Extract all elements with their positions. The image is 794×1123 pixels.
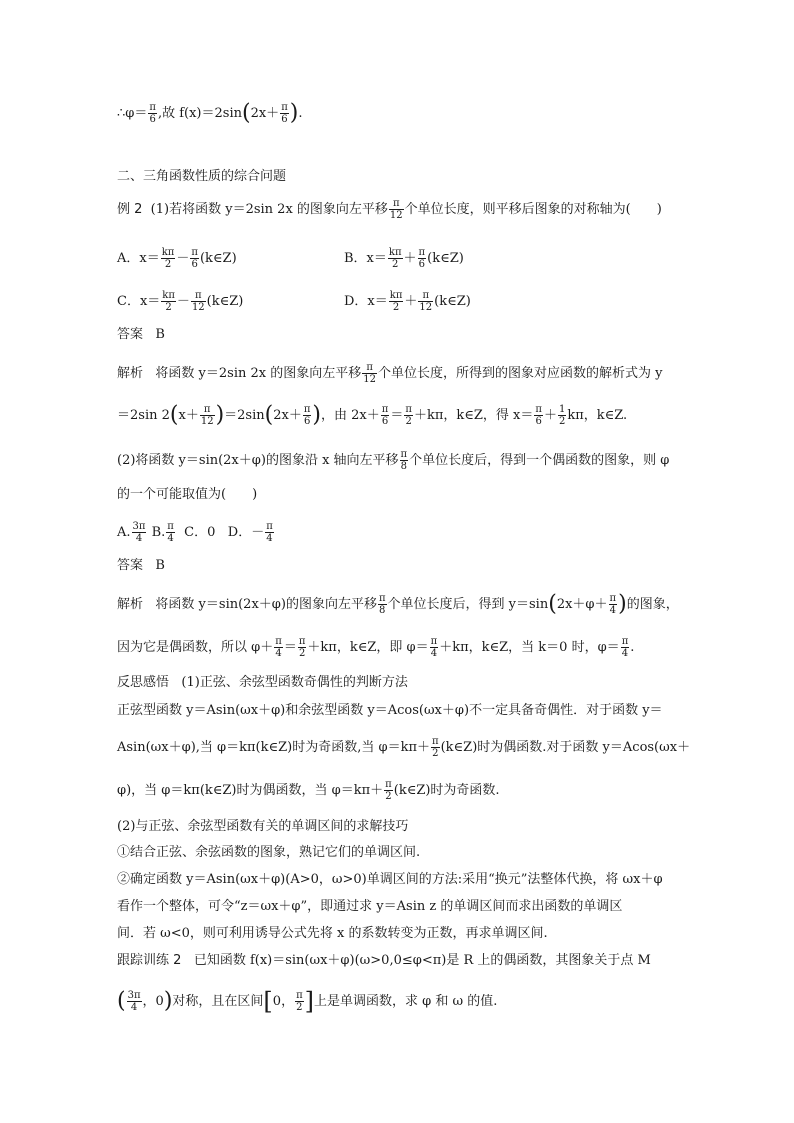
num: kπ <box>162 290 175 301</box>
option-a <box>117 247 237 270</box>
text: ＝2sin 2 <box>117 408 170 423</box>
reflection-point-2-line-1: ②确定函数 y＝Asin(ωx＋φ)(A>0，ω>0)单调区间的方法:采用“换元”法整体代换，将 ωx＋φ <box>117 872 663 887</box>
num: π <box>275 636 282 647</box>
num: π <box>191 290 206 302</box>
example-2-question-1 <box>117 198 662 221</box>
solution-1-line-1 <box>117 362 662 385</box>
text: (1)若将函数 y＝2sin 2x 的图象向左平移 <box>150 202 388 217</box>
answer-label: 答案 <box>117 558 144 573</box>
op: － <box>176 251 190 266</box>
den: 2 <box>385 791 392 802</box>
text: 2x＋ <box>273 408 302 423</box>
text: 因为它是偶函数，所以 φ＋ <box>117 640 274 655</box>
den: 12 <box>200 416 214 427</box>
paren-close: ) <box>618 591 627 617</box>
num: π <box>405 404 412 415</box>
num: 1 <box>558 404 566 415</box>
num: π <box>298 636 306 647</box>
num: kπ <box>161 247 175 258</box>
num: π <box>418 247 426 258</box>
den: 4 <box>621 648 629 659</box>
text: kπ，k∈Z. <box>567 408 628 423</box>
num: π <box>385 779 392 790</box>
solution-label: 解析 <box>117 597 144 612</box>
option-c: C．0 <box>184 525 216 540</box>
fraction <box>191 290 206 313</box>
fraction <box>388 247 403 270</box>
tail: (k∈Z) <box>427 251 464 266</box>
example-label: 例 2 <box>117 202 143 217</box>
paren-open: ( <box>548 591 557 617</box>
text: 个单位长度，则平移后图象的对称轴为( ) <box>404 202 662 217</box>
num: π <box>609 593 617 604</box>
fraction <box>265 521 274 544</box>
fraction <box>431 736 440 759</box>
paren-open: ( <box>241 100 251 126</box>
option-a-label: A. <box>117 525 131 540</box>
bracket-close: ] <box>304 987 315 1016</box>
den: 2 <box>165 302 172 313</box>
num: π <box>389 198 404 210</box>
num: π <box>200 404 215 416</box>
option-b <box>344 247 464 270</box>
fraction <box>558 404 566 427</box>
fraction <box>280 102 289 125</box>
option-b-label: B. <box>151 525 166 540</box>
text: 2x＋φ＋ <box>556 597 608 612</box>
num: π <box>296 990 303 1001</box>
reflection-title-2: (2)与正弦、余弦型函数有关的单调区间的求解技巧 <box>117 819 409 834</box>
den: 2 <box>405 416 412 427</box>
den: 6 <box>191 259 198 270</box>
paren-close: ) <box>312 402 322 428</box>
den: 8 <box>400 461 408 472</box>
fraction <box>418 247 427 270</box>
text: 对称，且在区间 <box>172 994 264 1009</box>
answer-value: B <box>155 558 165 573</box>
fraction <box>400 449 409 472</box>
fraction <box>362 362 377 385</box>
fraction <box>127 990 142 1013</box>
practice-line-2 <box>117 987 498 1016</box>
label: D．x＝ <box>344 294 388 309</box>
paren-open: ( <box>117 988 126 1014</box>
fraction <box>298 636 307 659</box>
den: 6 <box>303 416 311 427</box>
num: π <box>303 404 311 415</box>
text: (k∈Z)时为奇函数. <box>393 783 500 798</box>
fraction <box>378 593 387 616</box>
num: π <box>432 736 439 747</box>
text: ＋kπ，k∈Z，当 k＝0 时，φ＝ <box>439 640 620 655</box>
fraction <box>161 247 176 270</box>
text: 0， <box>272 994 295 1009</box>
den: 6 <box>381 416 389 427</box>
reflection-line-2 <box>117 736 690 759</box>
option-c <box>117 290 243 313</box>
solution-2-line-1 <box>117 593 679 616</box>
answer-value: B <box>155 327 165 342</box>
tail: (k∈Z) <box>199 251 237 266</box>
example-2-question-2 <box>117 449 669 472</box>
text: 2x＋ <box>250 106 280 121</box>
fraction <box>132 521 147 544</box>
text: ,故 f(x)＝2sin <box>157 106 242 121</box>
fraction <box>418 290 433 313</box>
text: 上是单调函数，求 φ 和 ω 的值. <box>314 994 498 1009</box>
den: 2 <box>392 259 399 270</box>
text: 已知函数 f(x)＝sin(ωx＋φ)(ω>0,0≤φ<π)是 R 上的偶函数，其图象关于点 M <box>193 953 651 968</box>
text: (2)将函数 y＝sin(2x＋φ)的图象沿 x 轴向左平移 <box>117 453 399 468</box>
paren-open: ( <box>169 402 179 428</box>
num: π <box>430 636 438 647</box>
den: 12 <box>419 302 433 313</box>
reflection-point-1: ①结合正弦、余弦函数的图象，熟记它们的单调区间. <box>117 845 421 860</box>
den: 6 <box>418 259 426 270</box>
answer-1 <box>117 325 165 345</box>
text: ，0 <box>142 994 164 1009</box>
solution-1-line-2 <box>117 404 627 427</box>
answer-2 <box>117 556 165 576</box>
text: x＋ <box>178 408 199 423</box>
reflection-point-2-line-2: 看作一个整体，可令“z＝ωx＋φ”，即通过求 y＝Asin z 的单调区间而求出函数的单调区 <box>117 899 623 914</box>
fraction <box>190 247 199 270</box>
fraction <box>166 521 175 544</box>
text: ，由 2x＋ <box>321 408 380 423</box>
text: 个单位长度后，得到一个偶函数的图象，则 φ <box>409 453 670 468</box>
den: 6 <box>149 114 156 125</box>
top-formula-line <box>117 102 303 125</box>
num: kπ <box>389 290 403 301</box>
label: C．x＝ <box>117 294 161 309</box>
num: π <box>418 290 433 302</box>
text: ＝ <box>283 640 297 655</box>
fraction <box>609 593 618 616</box>
paren-close: ) <box>215 402 225 428</box>
label: B．x＝ <box>344 251 387 266</box>
tail: (k∈Z) <box>206 294 244 309</box>
den: 2 <box>558 416 566 427</box>
op: ＋ <box>403 251 417 266</box>
num: kπ <box>388 247 402 258</box>
text: ＋kπ，k∈Z，即 φ＝ <box>307 640 429 655</box>
den: 6 <box>281 114 288 125</box>
paren-open: ( <box>264 402 274 428</box>
fraction <box>161 290 176 313</box>
text: Asin(ωx＋φ),当 φ＝kπ(k∈Z)时为奇函数,当 φ＝kπ＋ <box>117 740 431 755</box>
label: A．x＝ <box>117 251 160 266</box>
text: 个单位长度，所得到的图象对应函数的解析式为 y <box>377 366 663 381</box>
den: 2 <box>164 259 172 270</box>
num: π <box>535 404 542 415</box>
reflection-line-3 <box>117 779 500 802</box>
den: 4 <box>167 533 174 544</box>
reflection-heading <box>117 673 408 693</box>
den: 12 <box>191 302 205 313</box>
den: 2 <box>432 748 439 759</box>
fraction <box>404 404 413 427</box>
paren-close: ) <box>289 100 299 126</box>
fraction <box>384 779 393 802</box>
text: ＋kπ，k∈Z，得 x＝ <box>413 408 534 423</box>
num: π <box>378 593 386 604</box>
fraction <box>303 404 312 427</box>
solution-2-line-2 <box>117 636 634 659</box>
num: π <box>621 636 629 647</box>
practice-line-1 <box>117 951 651 971</box>
practice-label: 跟踪训练 2 <box>117 953 182 968</box>
option-d <box>344 290 471 313</box>
den: 4 <box>266 533 273 544</box>
text: . <box>298 106 303 121</box>
text: ＝ <box>390 408 404 423</box>
fraction <box>200 404 215 427</box>
text: ∴φ＝ <box>117 106 148 121</box>
tail: (k∈Z) <box>434 294 471 309</box>
fraction <box>389 290 404 313</box>
option-d-label: D．－ <box>227 525 265 540</box>
question-2-options <box>117 521 275 544</box>
answer-label: 答案 <box>117 327 144 342</box>
text: ＝2sin <box>224 408 265 423</box>
text: ＋ <box>543 408 557 423</box>
num: π <box>191 247 198 258</box>
den: 4 <box>430 648 438 659</box>
text: 的图象， <box>626 597 679 612</box>
fraction <box>381 404 390 427</box>
den: 4 <box>275 648 282 659</box>
den: 8 <box>379 605 386 616</box>
fraction <box>430 636 439 659</box>
fraction <box>148 102 157 125</box>
num: 3π <box>132 521 146 532</box>
reflection-line-1: 正弦型函数 y＝Asin(ωx＋φ)和余弦型函数 y＝Acos(ωx＋φ)不一定具备奇偶性．对于函数 y＝ <box>117 703 663 718</box>
den: 2 <box>298 648 306 659</box>
text: . <box>630 640 635 655</box>
fraction <box>389 198 404 221</box>
text: 将函数 y＝sin(2x＋φ)的图象向左平移 <box>155 597 377 612</box>
den: 4 <box>130 1002 138 1013</box>
example-2-question-2-line-2: 的一个可能取值为( ) <box>117 487 258 502</box>
den: 4 <box>609 605 616 616</box>
text: (k∈Z)时为偶函数.对于函数 y＝Acos(ωx＋ <box>440 740 691 755</box>
reflection-point-2-line-3: 间．若 ω<0，则可利用诱导公式先将 x 的系数转变为正数，再求单调区间. <box>117 926 548 941</box>
fraction <box>534 404 543 427</box>
text: 个单位长度后，得到 y＝sin <box>387 597 549 612</box>
num: π <box>362 362 377 374</box>
text: φ)，当 φ＝kπ(k∈Z)时为偶函数，当 φ＝kπ＋ <box>117 783 384 798</box>
reflection-label: 反思感悟 <box>117 675 170 690</box>
den: 6 <box>535 416 542 427</box>
num: π <box>266 521 273 532</box>
den: 2 <box>392 302 400 313</box>
fraction <box>621 636 630 659</box>
num: π <box>381 404 389 415</box>
num: π <box>400 449 408 460</box>
fraction <box>295 990 304 1013</box>
bracket-open: [ <box>263 987 273 1016</box>
num: π <box>167 521 174 532</box>
op: － <box>176 294 190 309</box>
paren-close: ) <box>163 988 173 1014</box>
den: 2 <box>296 1002 303 1013</box>
op: ＋ <box>404 294 418 309</box>
section-title: 二、三角函数性质的综合问题 <box>117 169 287 184</box>
num: π <box>149 102 156 113</box>
num: 3π <box>127 990 141 1001</box>
text: 将函数 y＝2sin 2x 的图象向左平移 <box>155 366 362 381</box>
den: 12 <box>363 374 376 385</box>
reflection-title-1: (1)正弦、余弦型函数奇偶性的判断方法 <box>181 675 408 690</box>
fraction <box>274 636 283 659</box>
den: 4 <box>135 533 143 544</box>
num: π <box>281 102 288 113</box>
den: 12 <box>389 210 403 221</box>
solution-label: 解析 <box>117 366 144 381</box>
